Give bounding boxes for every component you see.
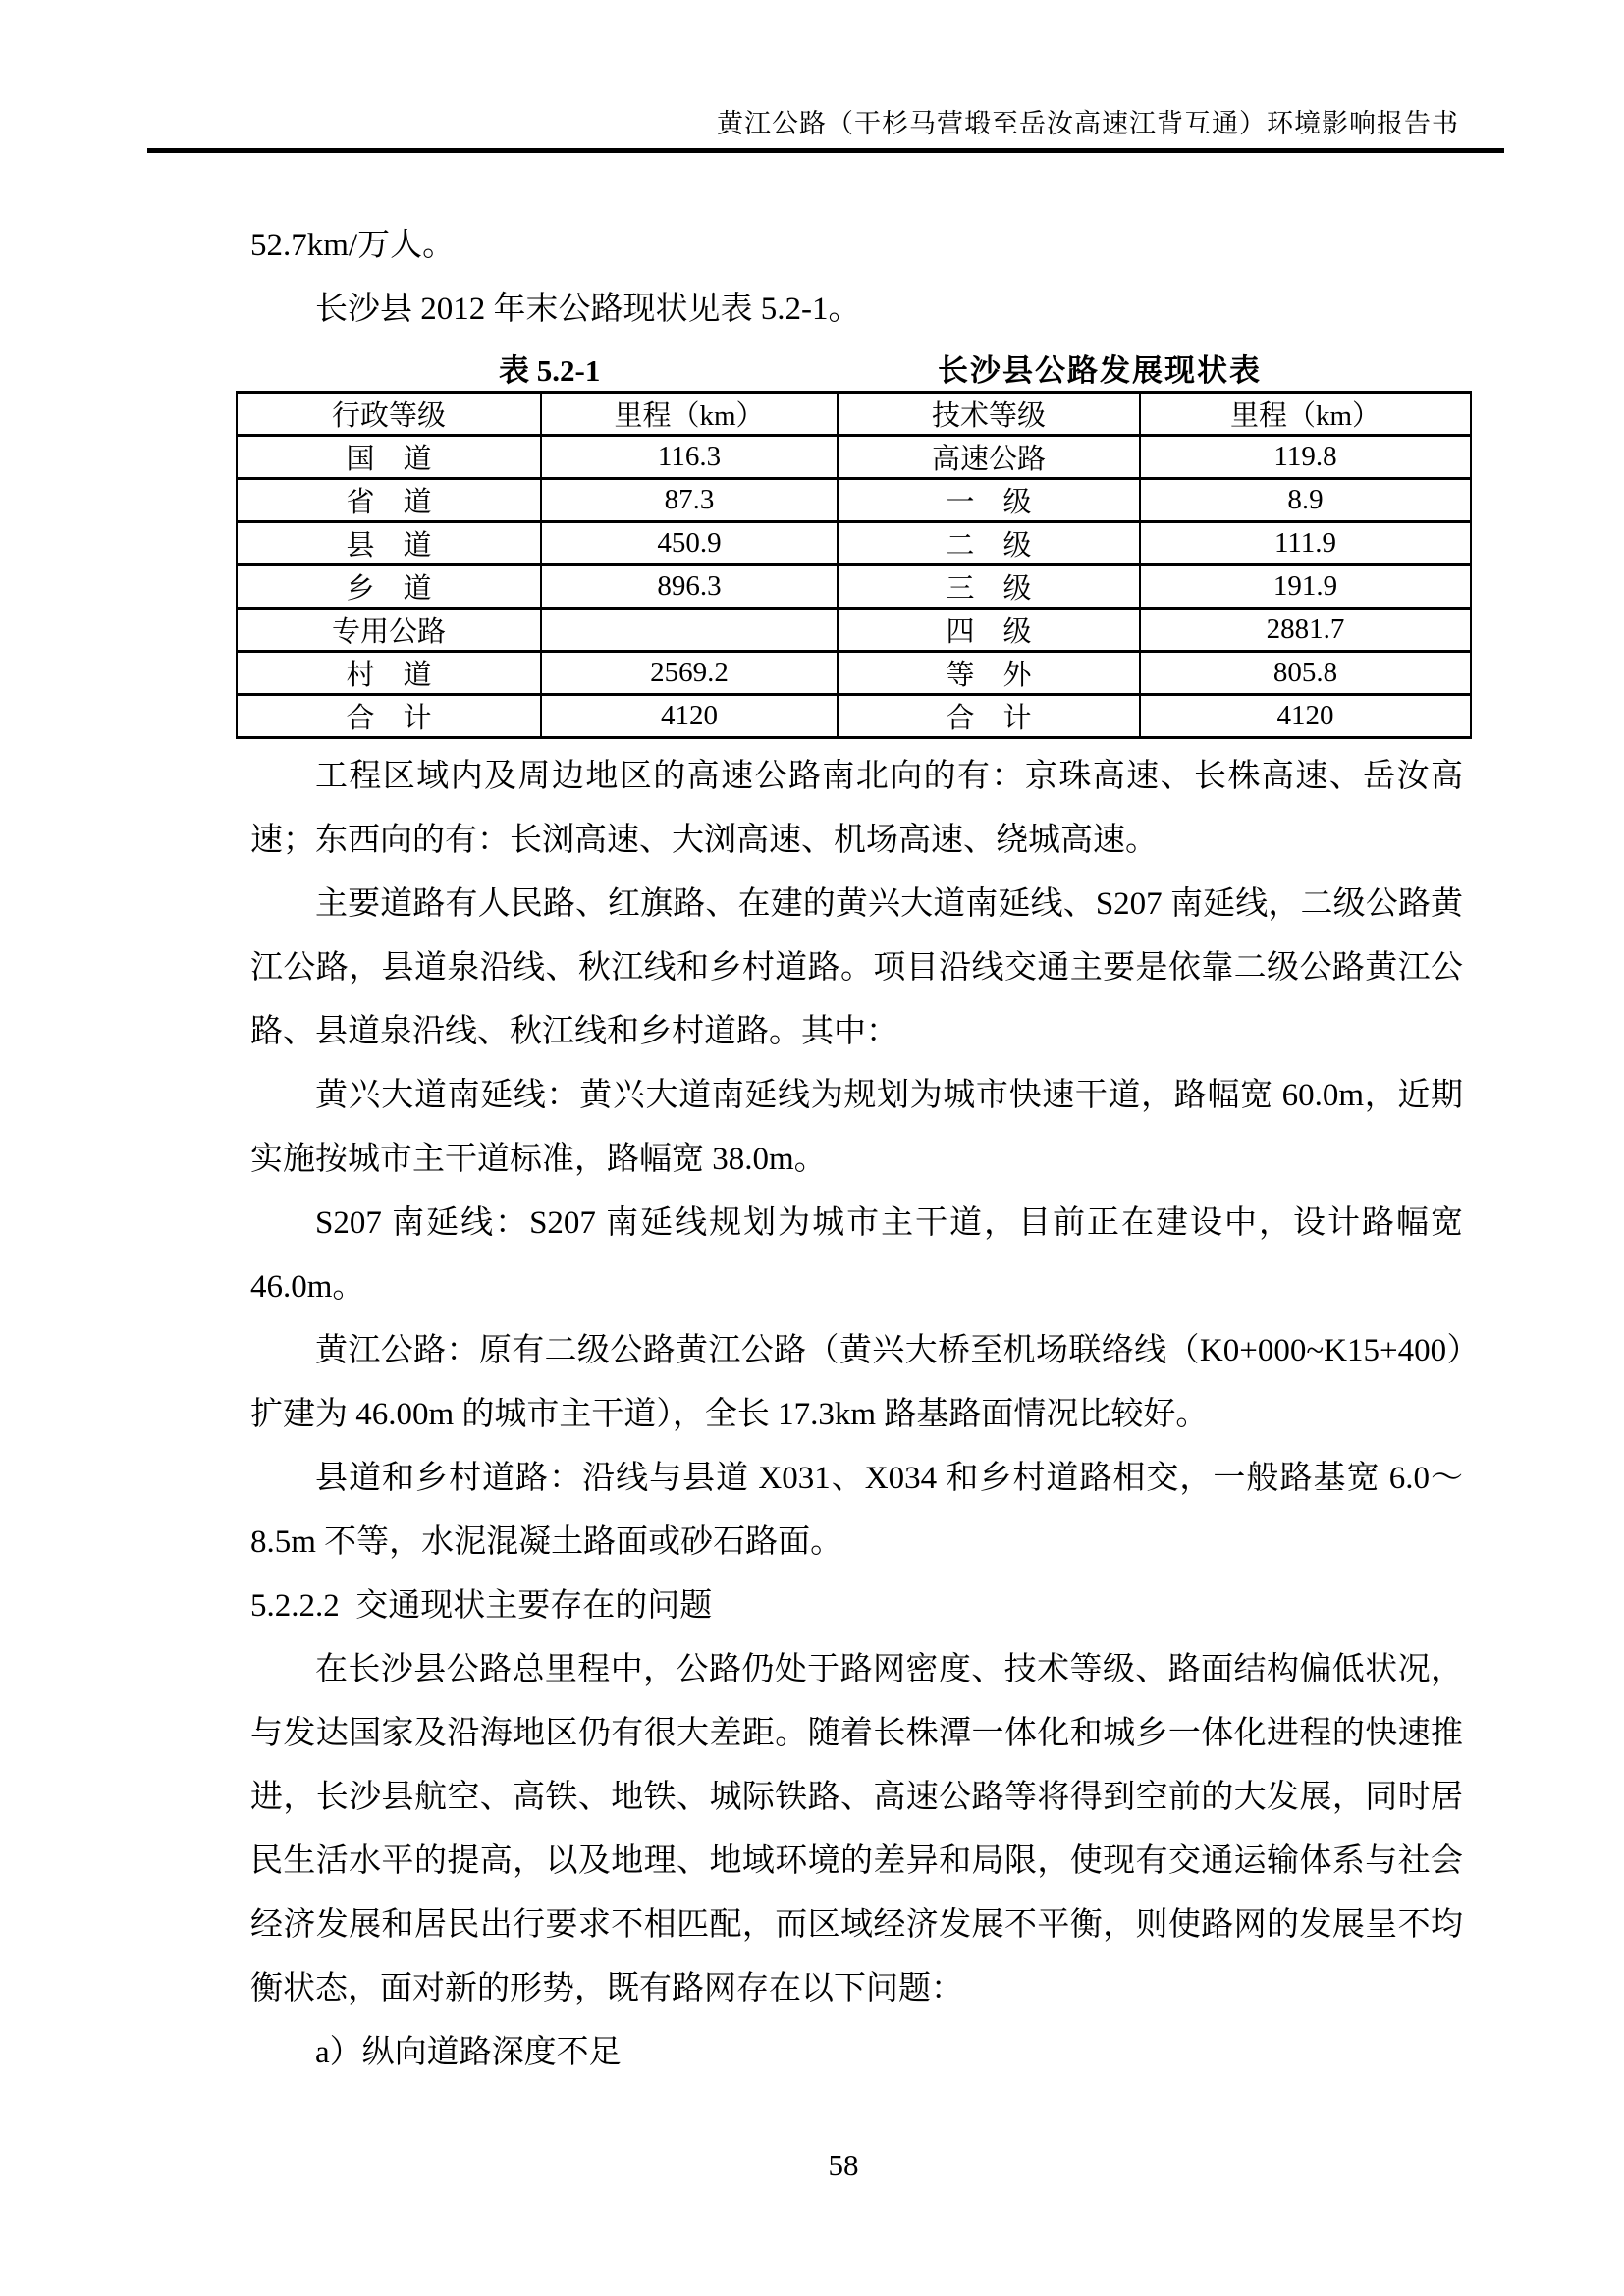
cell: 国 道 bbox=[237, 436, 541, 479]
col-header-mileage-2: 里程（km） bbox=[1140, 393, 1471, 436]
page-header bbox=[147, 102, 1504, 153]
paragraph-main-roads: 主要道路有人民路、红旗路、在建的黄兴大道南延线、S207 南延线，二级公路黄江公路，县道泉沿线、秋江线和乡村道路。项目沿线交通主要是依靠二级公路黄江公路、县道泉沿线、秋江线和乡村道路。其中： bbox=[250, 886, 1463, 1049]
section-heading-5-2-2-2: 5.2.2.2 交通现状主要存在的问题 bbox=[250, 1588, 713, 1624]
running-header-title: 黄江公路（干杉马营塅至岳汝高速江背互通）环境影响报告书 bbox=[717, 109, 1459, 138]
cell: 合 计 bbox=[838, 695, 1140, 738]
cell: 4120 bbox=[1140, 695, 1471, 738]
col-header-tech-grade: 技术等级 bbox=[838, 393, 1140, 436]
table-row bbox=[237, 695, 1471, 738]
cell: 896.3 bbox=[541, 565, 838, 609]
paragraph-s207: S207 南延线：S207 南延线规划为城市主干道，目前正在建设中，设计路幅宽 46.0m。 bbox=[250, 1205, 1472, 1305]
page-footer bbox=[0, 2148, 1624, 2183]
cell: 二 级 bbox=[838, 522, 1140, 565]
page-number: 58 bbox=[828, 2148, 859, 2182]
paragraph-county-roads: 县道和乡村道路：沿线与县道 X031、X034 和乡村道路相交，一般路基宽 6.0～8.5m 不等，水泥混凝土路面或砂石路面。 bbox=[250, 1461, 1463, 1560]
cell: 三 级 bbox=[838, 565, 1140, 609]
cell: 乡 道 bbox=[237, 565, 541, 609]
paragraph-huangxing-avenue: 黄兴大道南延线：黄兴大道南延线为规划为城市快速干道，路幅宽 60.0m，近期实施按城市主干道标准，路幅宽 38.0m。 bbox=[250, 1078, 1463, 1177]
cell bbox=[541, 609, 838, 652]
paragraph-density: 52.7km/万人。 bbox=[250, 228, 456, 263]
table-row bbox=[237, 522, 1471, 565]
cell: 4120 bbox=[541, 695, 838, 738]
col-header-mileage-1: 里程（km） bbox=[541, 393, 838, 436]
cell: 村 道 bbox=[237, 652, 541, 695]
paragraph-expressways: 工程区域内及周边地区的高速公路南北向的有：京珠高速、长株高速、岳汝高速；东西向的有：长浏高速、大浏高速、机场高速、绕城高速。 bbox=[250, 759, 1463, 858]
paragraph-see-table: 长沙县 2012 年末公路现状见表 5.2-1。 bbox=[315, 292, 861, 327]
table-title: 长沙县公路发展现状表 bbox=[938, 353, 1262, 388]
cell: 高速公路 bbox=[838, 436, 1140, 479]
table-header-row bbox=[237, 393, 1471, 436]
cell: 专用公路 bbox=[237, 609, 541, 652]
paragraph-huangjiang-road: 黄江公路：原有二级公路黄江公路（黄兴大桥至机场联络线（K0+000~K15+400）扩建为 46.00m 的城市主干道），全长 17.3km 路基路面情况比较好。 bbox=[250, 1333, 1463, 1432]
cell: 2569.2 bbox=[541, 652, 838, 695]
cell: 省 道 bbox=[237, 479, 541, 522]
cell: 合 计 bbox=[237, 695, 541, 738]
cell: 县 道 bbox=[237, 522, 541, 565]
cell: 等 外 bbox=[838, 652, 1140, 695]
road-network-table bbox=[236, 391, 1472, 739]
cell: 191.9 bbox=[1140, 565, 1471, 609]
cell: 119.8 bbox=[1140, 436, 1471, 479]
cell: 116.3 bbox=[541, 436, 838, 479]
table-caption bbox=[236, 342, 1470, 391]
cell: 2881.7 bbox=[1140, 609, 1471, 652]
table-row bbox=[237, 436, 1471, 479]
table-number: 表 5.2-1 bbox=[499, 353, 601, 388]
cell: 450.9 bbox=[541, 522, 838, 565]
table-row bbox=[237, 479, 1471, 522]
cell: 87.3 bbox=[541, 479, 838, 522]
page-content bbox=[0, 208, 1624, 2085]
table-row bbox=[237, 652, 1471, 695]
paragraph-problems-overview: 在长沙县公路总里程中，公路仍处于路网密度、技术等级、路面结构偏低状况，与发达国家及沿海地区仍有很大差距。随着长株潭一体化和城乡一体化进程的快速推进，长沙县航空、高铁、地铁、城际铁路、高速公路等将得到空前的大发展，同时居民生活水平的提高，以及地理、地域环境的差异和局限，使现有交通运输体系与社会经济发展和居民出行要求不相匹配，而区域经济发展不平衡，则使路网的发展呈不均衡状态，面对新的形势，既有路网存在以下问题： bbox=[250, 1652, 1463, 2006]
cell: 805.8 bbox=[1140, 652, 1471, 695]
cell: 四 级 bbox=[838, 609, 1140, 652]
col-header-admin-grade: 行政等级 bbox=[237, 393, 541, 436]
table-row bbox=[237, 609, 1471, 652]
cell: 一 级 bbox=[838, 479, 1140, 522]
cell: 8.9 bbox=[1140, 479, 1471, 522]
paragraph-item-a: a）纵向道路深度不足 bbox=[315, 2035, 622, 2070]
cell: 111.9 bbox=[1140, 522, 1471, 565]
table-row bbox=[237, 565, 1471, 609]
